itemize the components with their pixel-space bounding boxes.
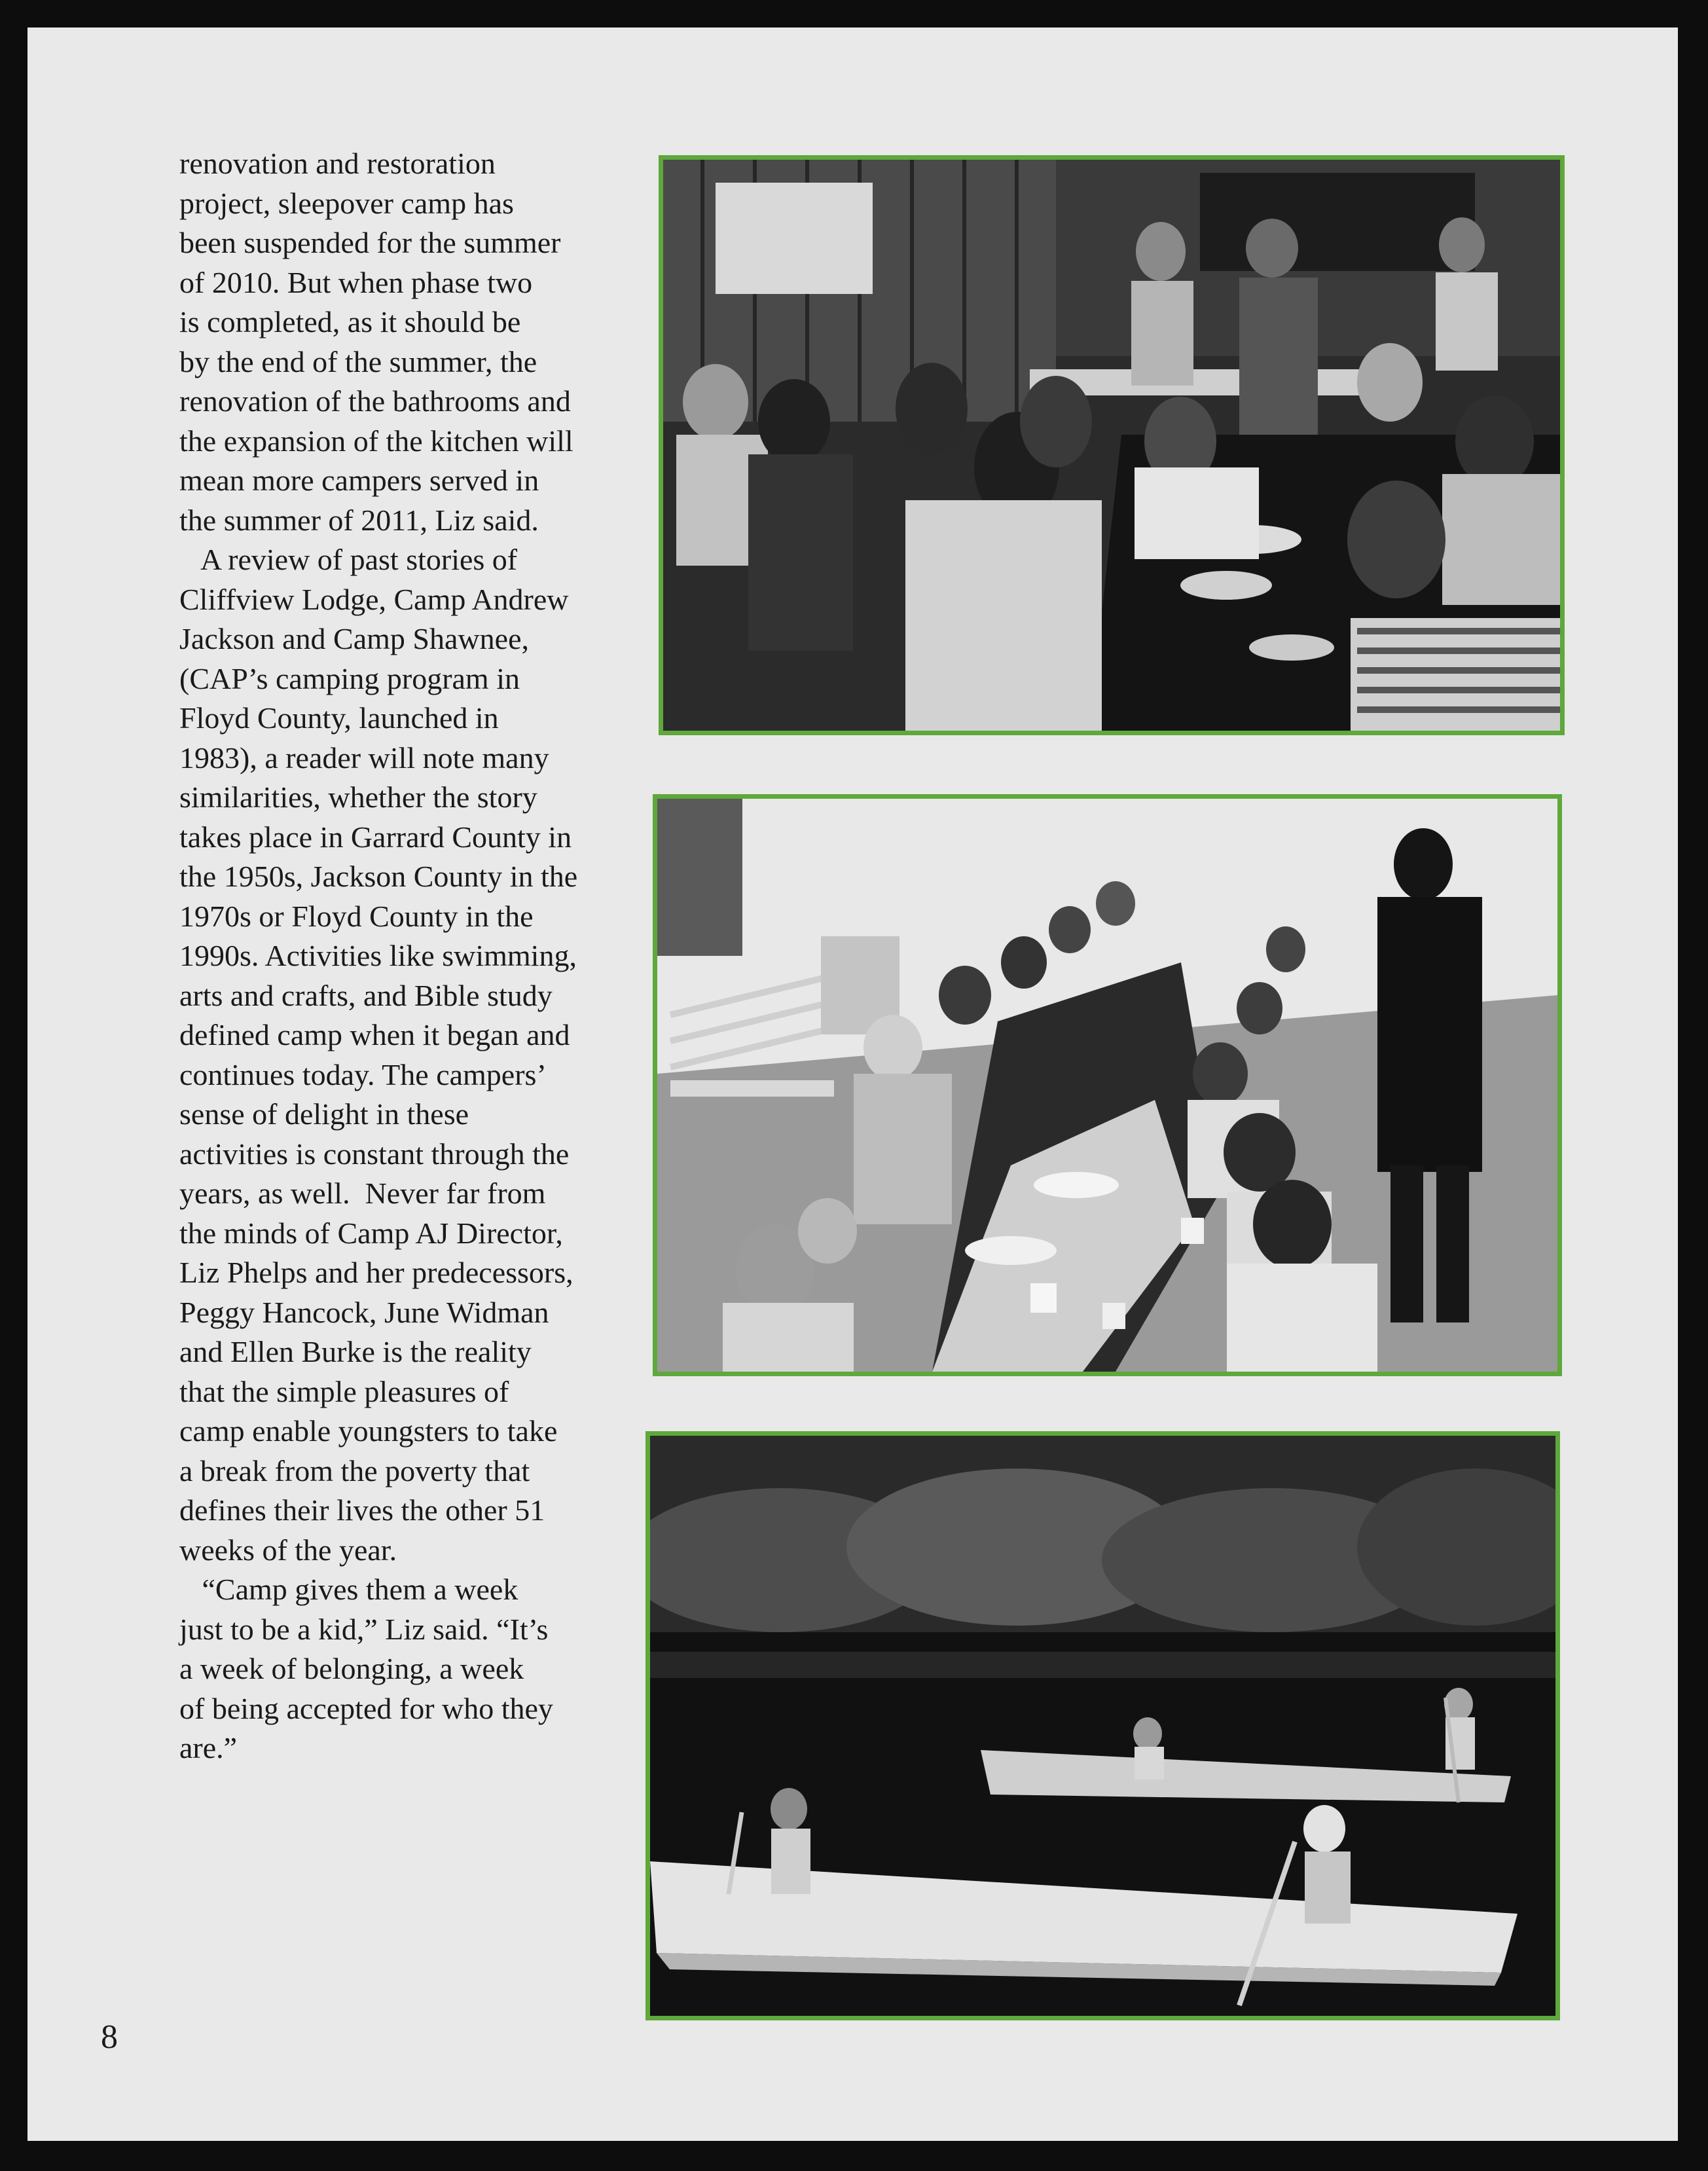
- text-line: just to be a kid,” Liz said. “It’s: [179, 1612, 549, 1646]
- text-line: weeks of the year.: [179, 1533, 397, 1567]
- text-line: continues today. The campers’: [179, 1057, 547, 1091]
- text-line: the 1950s, Jackson County in the: [179, 860, 578, 893]
- text-line: of 2010. But when phase two: [179, 265, 533, 299]
- text-line: a week of belonging, a week: [179, 1652, 524, 1685]
- text-line: is completed, as it should be: [179, 305, 521, 338]
- text-line: Jackson and Camp Shawnee,: [179, 622, 529, 655]
- text-line: that the simple pleasures of: [179, 1374, 509, 1408]
- text-line: project, sleepover camp has: [179, 186, 514, 220]
- canoes-photo-image: [650, 1436, 1555, 2016]
- text-line: 1983), a reader will note many: [179, 740, 549, 775]
- text-line: 1970s or Floyd County in the: [179, 899, 534, 933]
- text-line: activities is constant through the: [179, 1137, 570, 1171]
- dining-hall-photo-image: [663, 160, 1560, 731]
- text-line: similarities, whether the story: [179, 780, 537, 814]
- text-line: by the end of the summer, the: [179, 344, 537, 378]
- text-line: Peggy Hancock, June Widman: [179, 1295, 549, 1329]
- text-line: Liz Phelps and her predecessors,: [179, 1256, 573, 1289]
- text-line: the expansion of the kitchen will: [179, 424, 573, 458]
- page: [27, 27, 1678, 2141]
- text-line: (CAP’s camping program in: [179, 661, 520, 695]
- text-line: of being accepted for who they: [179, 1691, 553, 1725]
- page-number: 8: [101, 2018, 118, 2056]
- text-line: a break from the poverty that: [179, 1453, 530, 1487]
- photo-porch-lunch: [653, 794, 1562, 1376]
- text-line: Cliffview Lodge, Camp Andrew: [179, 582, 569, 616]
- text-line: the minds of Camp AJ Director,: [179, 1216, 563, 1250]
- text-line: defined camp when it began and: [179, 1018, 570, 1051]
- text-line: the summer of 2011, Liz said.: [179, 503, 539, 537]
- photo-canoes: [645, 1431, 1560, 2020]
- text-line: Floyd County, launched in: [179, 701, 499, 735]
- text-line: “Camp gives them a week: [179, 1573, 518, 1606]
- photo-dining-hall: [659, 155, 1565, 735]
- text-line: arts and crafts, and Bible study: [179, 978, 553, 1012]
- text-line: sense of delight in these: [179, 1097, 469, 1131]
- text-line: A review of past stories of: [179, 543, 518, 576]
- text-line: renovation of the bathrooms and: [179, 384, 571, 418]
- text-line: are.”: [179, 1731, 238, 1764]
- text-line: defines their lives the other 51: [179, 1493, 545, 1527]
- text-line: camp enable youngsters to take: [179, 1414, 558, 1448]
- porch-lunch-photo-image: [657, 799, 1557, 1372]
- text-line: 1990s. Activities like swimming,: [179, 939, 577, 972]
- text-line: mean more campers served in: [179, 464, 539, 497]
- text-line: been suspended for the summer: [179, 226, 561, 259]
- text-line: renovation and restoration: [179, 147, 496, 180]
- article-column: [179, 144, 664, 1768]
- text-line: years, as well. Never far from: [179, 1177, 546, 1210]
- text-line: and Ellen Burke is the reality: [179, 1335, 532, 1368]
- text-line: takes place in Garrard County in: [179, 820, 572, 854]
